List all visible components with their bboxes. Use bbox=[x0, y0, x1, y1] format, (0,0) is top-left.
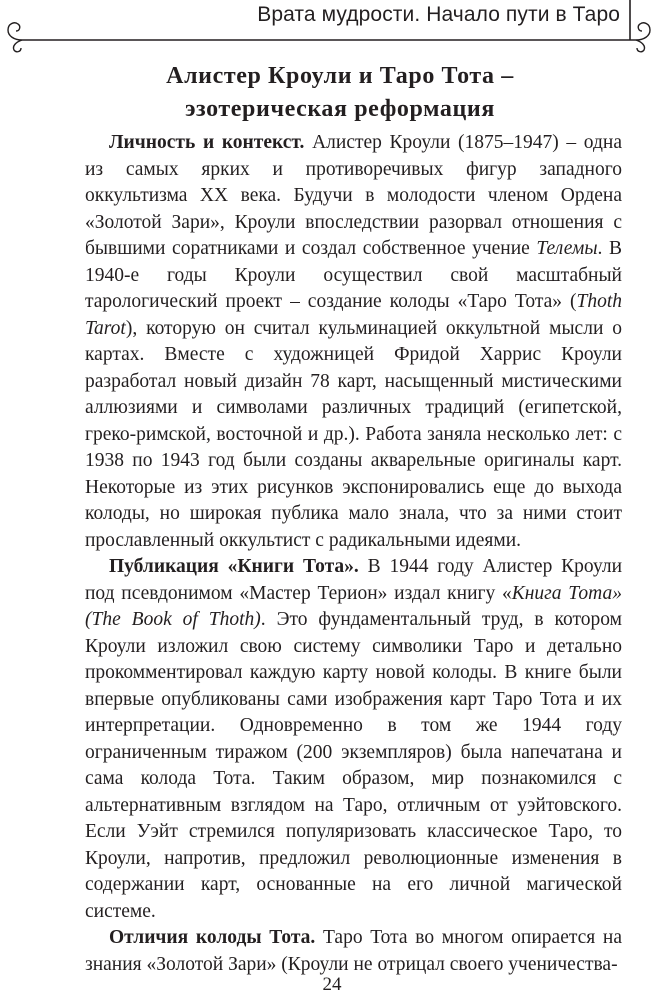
text-segment: В 1944 году Алистер Кроули под псевдонимом «Мастер Терион» издал книгу « bbox=[85, 556, 622, 604]
italic-segment: Телемы bbox=[536, 238, 598, 259]
chapter-title-line-2: эзотерическая реформация bbox=[185, 96, 495, 122]
italic-segment: Thoth Tarot bbox=[85, 291, 622, 339]
paragraph-personality bbox=[85, 130, 622, 554]
chapter-title-line-1: Алистер Кроули и Таро Тота – bbox=[166, 63, 514, 89]
paragraph-lead: Личность и контекст. bbox=[109, 132, 305, 153]
paragraph-lead: Публикация «Книги Тота». bbox=[109, 556, 359, 577]
paragraph-publication bbox=[85, 554, 622, 925]
running-head: Врата мудрости. Начало пути в Таро bbox=[257, 3, 620, 26]
paragraph-lead: Отличия колоды Тота. bbox=[109, 927, 316, 948]
text-segment: Алистер Кроули (1875–1947) – одна из самых ярких и противоречивых фигур западного оккультизма XX века. Будучи в молодости членом Ордена «Золотой Зари», Кроули впоследствии разорвал отношения с бывшими соратниками и создал собственное учение bbox=[85, 132, 623, 259]
body-text bbox=[85, 130, 622, 978]
text-segment: . Это фундаментальный труд, в котором Кроули изложил свою систему символики Таро и детально прокомментировал каждую карту новой колоды. В книге были впервые опубликованы сами изображения карт Таро Тота и их интерпретации. Одновременно в том же 1944 году ограниченным тиражом (200 экземпляров) была напечатана и сама колода Тота. Таким образом, мир познакомился с альтернативным взглядом на Таро, отличным от уэйтовского. Если Уэйт стремился популяризовать классическое Таро, то Кроули, напротив, предложил революционные изменения в содержании карт, основанные на его личной магической системе. bbox=[85, 609, 622, 922]
page-header bbox=[0, 0, 664, 60]
chapter-title bbox=[60, 60, 620, 126]
page-number: 24 bbox=[322, 974, 342, 995]
text-segment: . В 1940-е годы Кроули осуществил свой масштабный тарологический проект – создание колоды «Таро Тота» ( bbox=[85, 238, 622, 312]
text-segment: Таро Тота во многом опирается на знания «Золотой Зари» (Кроули не отрицал своего ученичества bbox=[85, 927, 622, 975]
paragraph-differences: Отличия колоды Тота. Таро Тота во многом опирается на знания «Золотой Зари» (Кроули не отрицал своего ученичества- bbox=[85, 927, 622, 975]
italic-segment: Книга Тота» (The Book of Thoth) bbox=[85, 582, 622, 630]
text-segment: ), которую он считал кульминацией оккультной мысли о картах. Вместе с художницей Фридой Харрис Кроули разработал новый дизайн 78 карт, насыщенный мистическими аллюзиями и символами различных традиций (египетской, греко-римской, восточной и др.). Работа заняла несколько лет: с 1938 по 1943 год были созданы акварельные оригиналы карт. Некоторые из этих рисунков экспонировались еще до выхода колоды, но широкая публика мало знала, что за ними стоит прославленный оккультист с радикальными идеями. bbox=[85, 317, 622, 551]
